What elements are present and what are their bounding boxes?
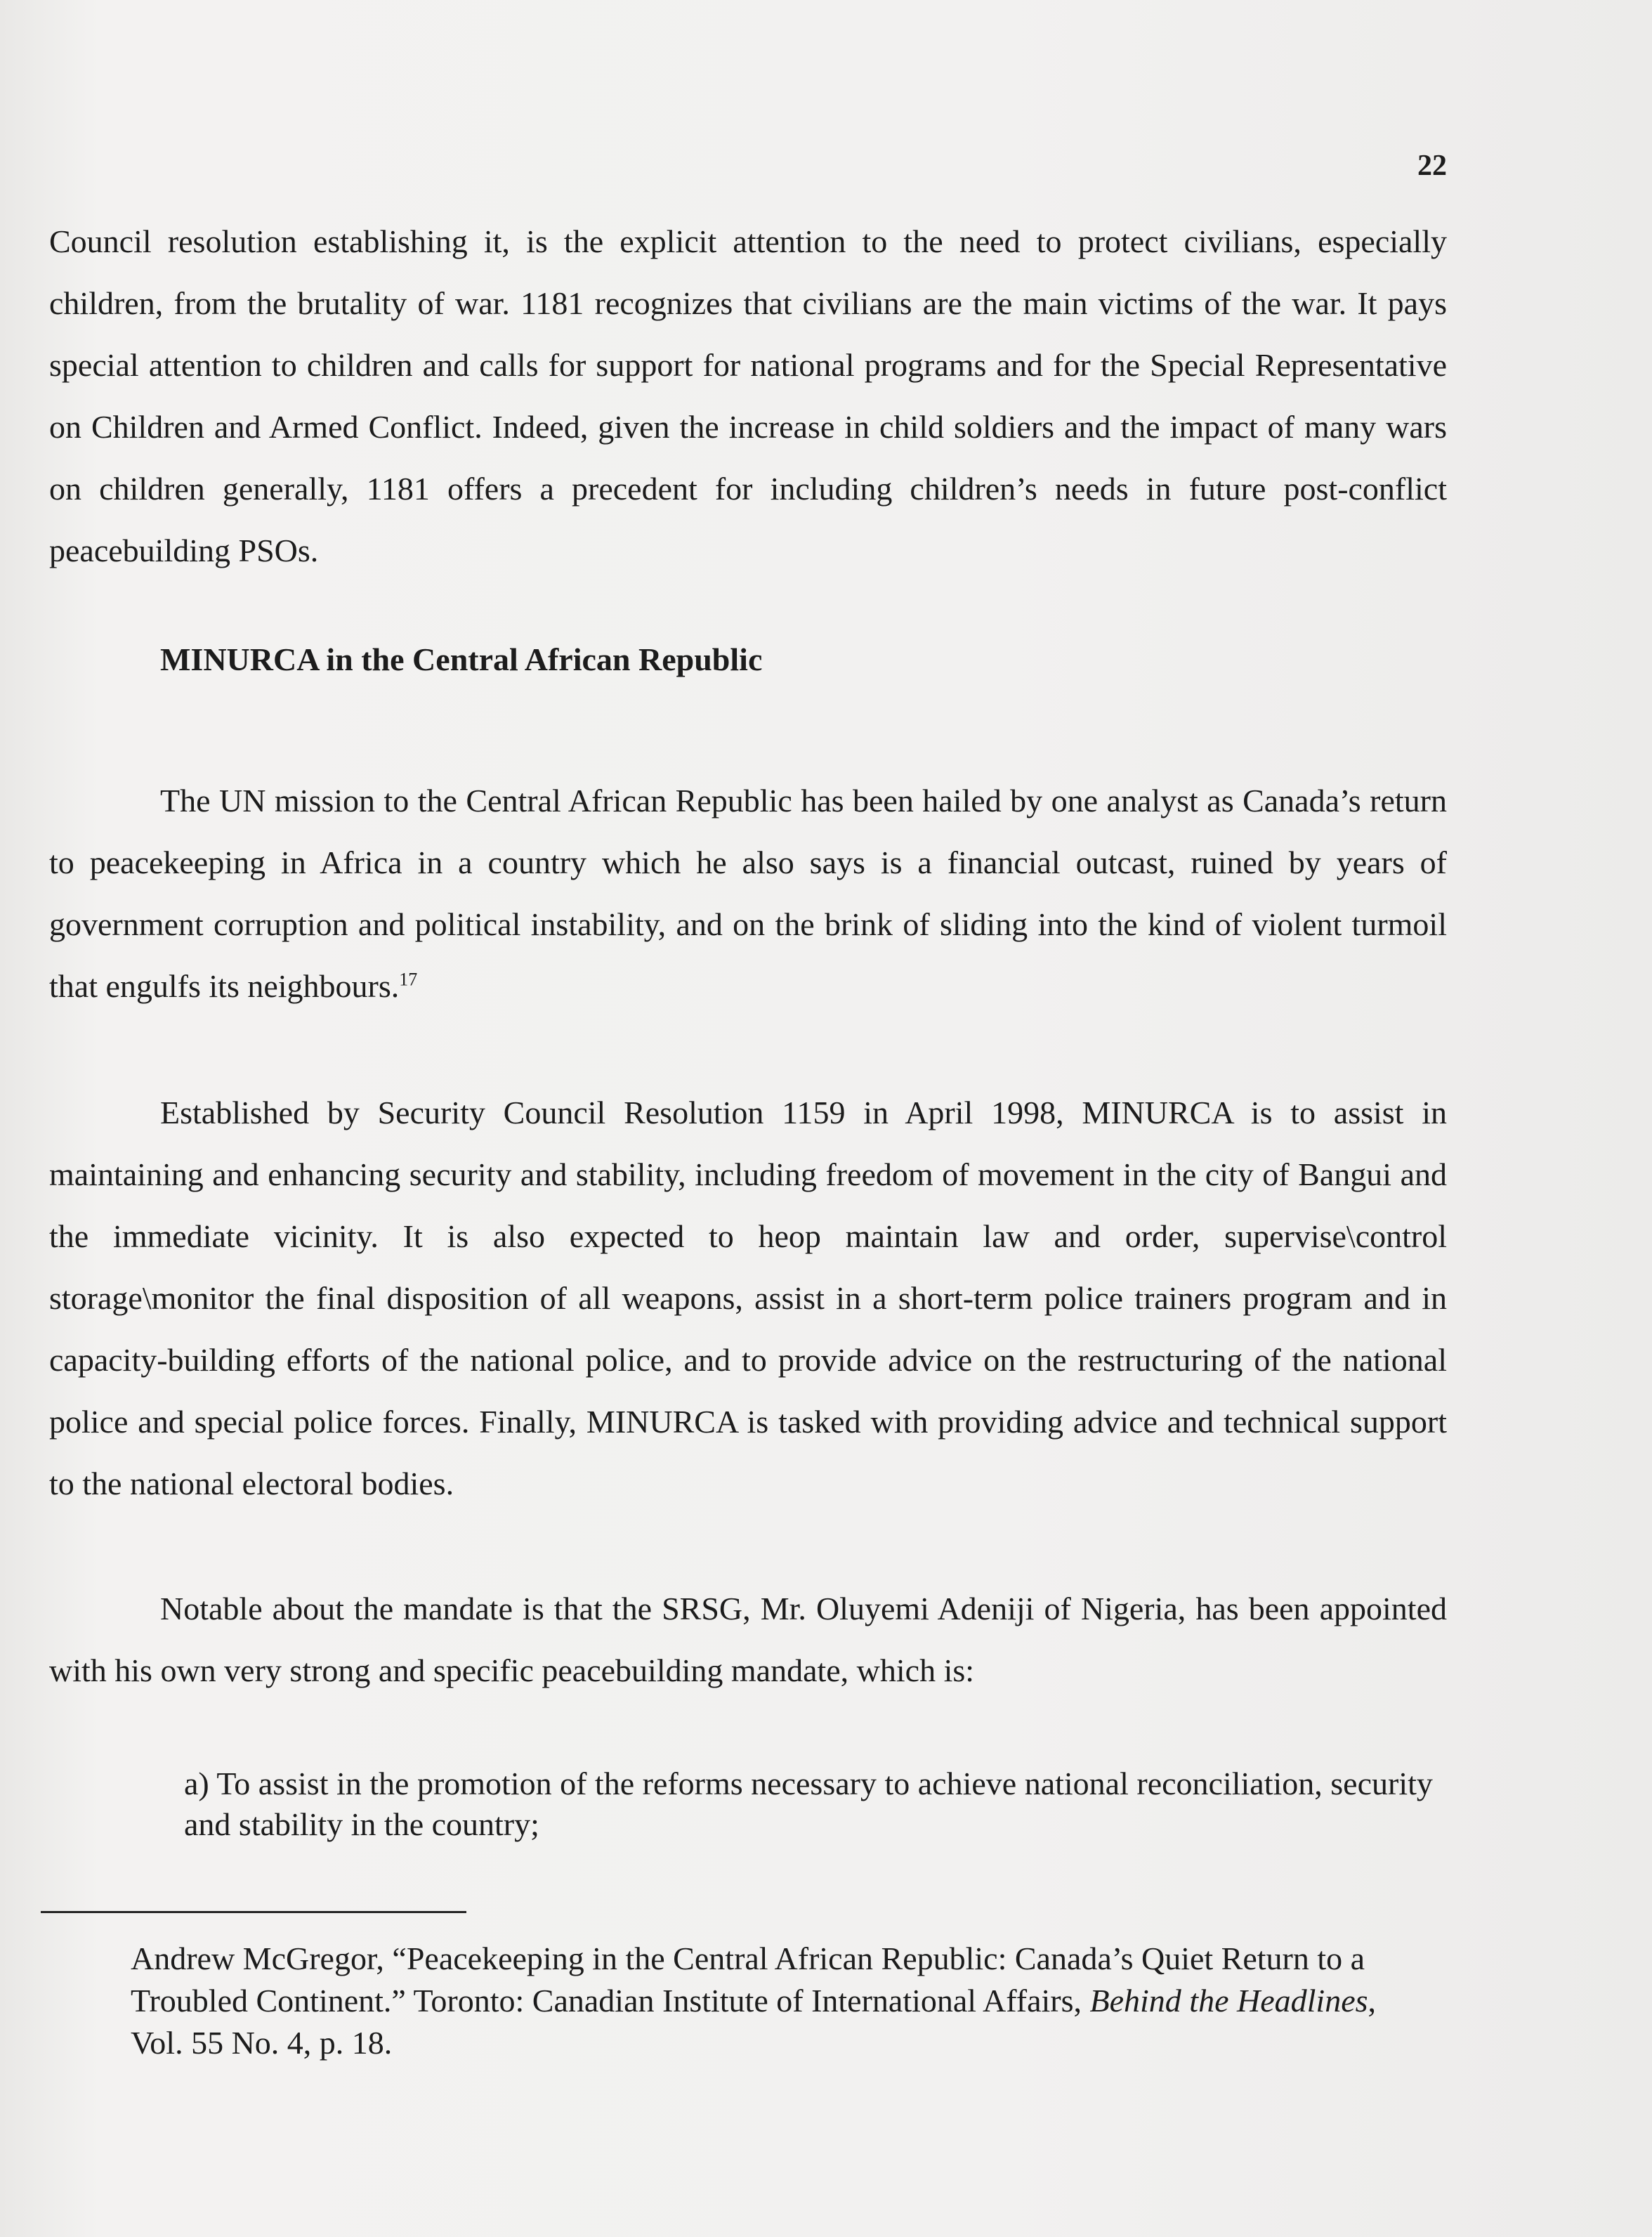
footnote-publication-title: Behind the Headlines	[1089, 1983, 1368, 2018]
body-paragraph-4: Notable about the mandate is that the SRSG, Mr. Oluyemi Adeniji of Nigeria, has been appointed with his own very strong and specific peacebuilding mandate, which is:	[49, 1591, 1447, 1688]
page-number: 22	[1417, 150, 1447, 182]
footnote-citation-tail: , Vol. 55 No. 4, p. 18.	[131, 1983, 1377, 2061]
footnote	[131, 1938, 1409, 2064]
footnote-reference: 17	[399, 969, 418, 990]
body-paragraph-1: Council resolution establishing it, is the explicit attention to the need to protect civilians, especially children, from the brutality of war. 1181 recognizes that civilians are the main victims of the war. It pays special attention to children and calls for support for national programs and for the Special Representative on Children and Armed Conflict. Indeed, given the increase in child soldiers and the impact of many wars on children generally, 1181 offers a precedent for including children’s needs in future post-conflict peacebuilding PSOs.	[49, 223, 1447, 568]
body-paragraph-3: Established by Security Council Resolution 1159 in April 1998, MINURCA is to assist in maintaining and enhancing security and stability, including freedom of movement in the city of Bangui and the immediate vicinity. It is also expected to heop maintain law and order, supervise\control storage\monitor the final disposition of all weapons, assist in a short-term police trainers program and in capacity-building efforts of the national police, and to provide advice on the restructuring of the national police and special police forces. Finally, MINURCA is tasked with providing advice and technical support to the national electoral bodies.	[49, 1095, 1447, 1501]
footnote-text: Andrew McGregor, “Peacekeeping in the Central African Republic: Canada’s Quiet Return to a Troubled Continent.” Toronto: Canadian Institute of International Affairs,	[131, 1941, 1365, 2018]
body-paragraph-2-text: The UN mission to the Central African Republic has been hailed by one analyst as Canada’s return to peacekeeping in Africa in a country which he also says is a financial outcast, ruined by years of government corruption and political instability, and on the brink of sliding into the kind of violent turmoil that engulfs its neighbours.	[49, 783, 1447, 1004]
footnote-separator	[41, 1911, 466, 1913]
section-heading: MINURCA in the Central African Republic	[160, 641, 763, 677]
body-paragraph-2	[49, 770, 1447, 1017]
mandate-list-item-a: a) To assist in the promotion of the reforms necessary to achieve national reconciliation, security and stability in the country;	[184, 1766, 1433, 1842]
